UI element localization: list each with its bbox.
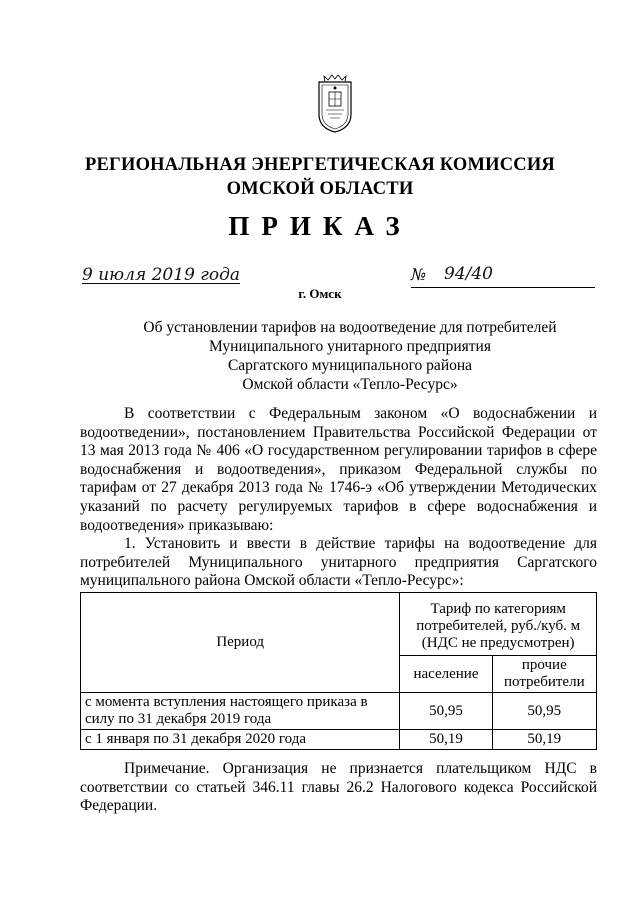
header-tariff: Тариф по категориям потребителей, руб./куб. м (НДС не предусмотрен) [400, 593, 597, 656]
order-title-line: Омской области «Тепло-Ресурс» [242, 376, 458, 393]
city-label: г. Омск [298, 286, 342, 301]
order-title [80, 318, 620, 394]
header-population: население [400, 656, 492, 693]
note-paragraph: Примечание. Организация не признается плательщиком НДС в соответствии со статьей 346.11 главы 26.2 Налогового кодекса Российской Федерации. [80, 760, 597, 815]
document-type-title: ПРИКАЗ [228, 211, 412, 241]
organization-name-line1: РЕГИОНАЛЬНАЯ ЭНЕРГЕТИЧЕСКАЯ КОМИССИЯ [84, 155, 555, 175]
order-title-line: Об установлении тарифов на водоотведение для потребителей [143, 319, 557, 336]
header-other-consumers: прочие потребители [492, 656, 596, 693]
order-title-line: Муниципального унитарного предприятия [209, 338, 491, 355]
handwritten-number: 94/40 [444, 264, 493, 284]
handwritten-date: 9 июля 2019 года [82, 265, 241, 285]
table-row [81, 730, 597, 750]
organization-name-line2: ОМСКОЙ ОБЛАСТИ [226, 179, 414, 199]
number-label: № [411, 265, 427, 284]
cell-population: 50,95 [400, 693, 492, 730]
cell-population: 50,19 [400, 730, 492, 750]
note-block [80, 760, 597, 816]
coat-of-arms-icon [316, 74, 354, 134]
order-body [80, 405, 597, 591]
item-1-paragraph: 1. Установить и ввести в действие тарифы на водоотведение для потребителей Муниципального унитарного предприятия Саргатского муниципального района Омской области «Тепло-Ресурс»: [80, 535, 597, 590]
preamble-paragraph: В соответствии с Федеральным законом «О водоснабжении и водоотведении», постановлением Правительства Российской Федерации от 13 мая 2013 года № 406 «О государственном регулировании тарифов в сфере водоснабжения и водоотведения», приказом Федеральной службы по тарифам от 27 декабря 2013 года № 1746-э «Об утверждении Методических указаний по расчету регулируемых тарифов в сфере водоснабжения и водоотведения» приказываю: [80, 405, 597, 534]
order-title-line: Саргатского муниципального района [227, 357, 473, 374]
header-period: Период [81, 593, 400, 693]
cell-other: 50,95 [492, 693, 596, 730]
cell-period: с момента вступления настоящего приказа в силу по 31 декабря 2019 года [81, 693, 400, 730]
cell-period: с 1 января по 31 декабря 2020 года [81, 730, 400, 750]
table-row [81, 693, 597, 730]
tariff-table [80, 592, 597, 750]
cell-other: 50,19 [492, 730, 596, 750]
